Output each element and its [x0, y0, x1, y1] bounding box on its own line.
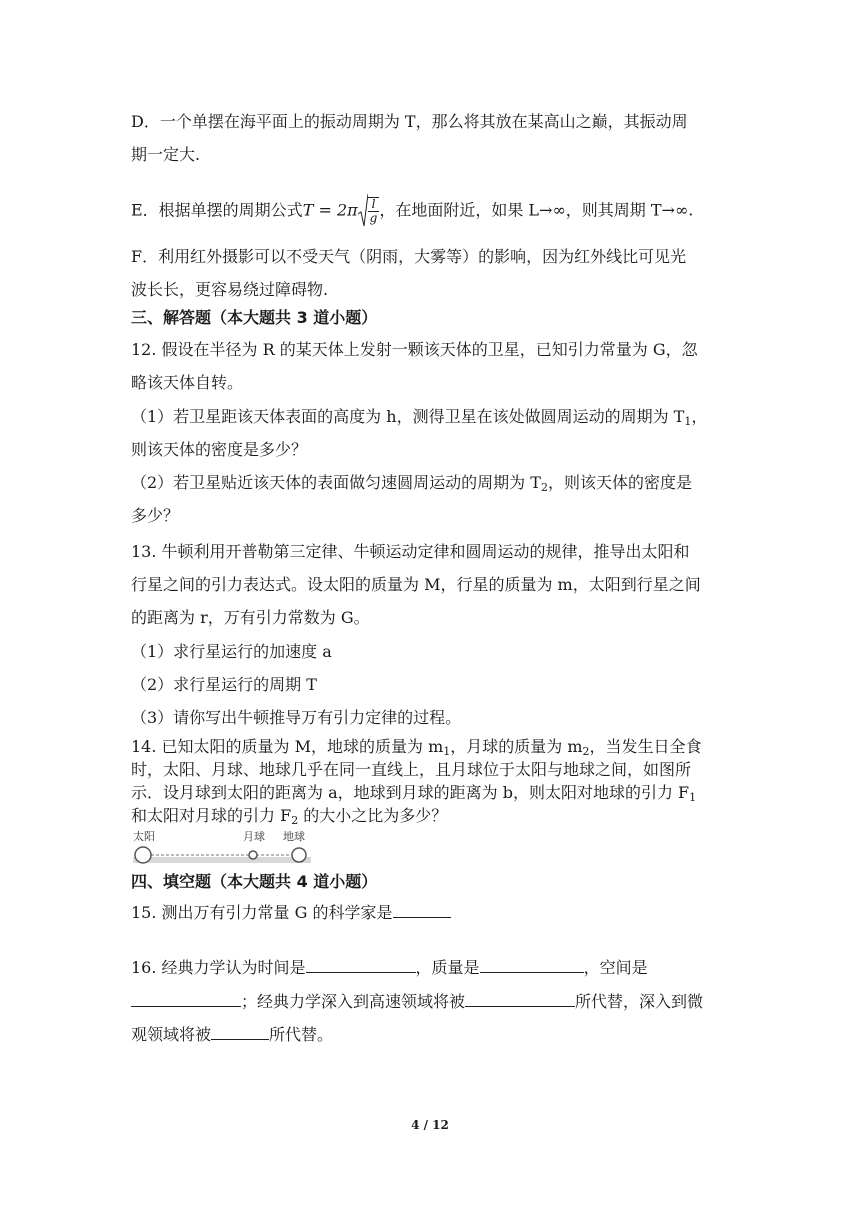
q14-line-4	[131, 806, 447, 826]
formula-numerator: l	[368, 198, 380, 212]
q16-line-1-c: ，空间是	[583, 958, 648, 977]
sun-circle	[135, 847, 151, 863]
q14-line-1-a: 14. 已知太阳的质量为 M，地球的质量为 m	[131, 737, 444, 756]
q12-line-1: 12. 假设在半径为 R 的某天体上发射一颗该天体的卫星，已知引力常量为 G，忽	[131, 340, 698, 359]
section-4-title: 四、填空题（本大题共 4 道小题）	[131, 872, 378, 891]
formula-fraction	[368, 197, 380, 225]
figure-diagram	[131, 828, 311, 864]
q15-answer-blank[interactable]	[393, 903, 451, 918]
q12-p1-text: （1）若卫星距该天体表面的高度为 h，测得卫星在该处做圆周运动的周期为 T	[131, 407, 685, 426]
q12-part-1-line-1	[131, 407, 707, 427]
option-e-prefix: E．根据单摆的周期公式	[131, 200, 303, 220]
q12-part-2-line-2: 多少？	[131, 506, 180, 525]
earth-circle	[292, 848, 306, 862]
q14-line-1	[131, 737, 702, 757]
q14-sub-m2: 2	[582, 745, 590, 758]
formula-denominator: g	[369, 211, 378, 225]
q16-line-3	[131, 1025, 333, 1045]
q16-line-1-a: 16. 经典力学认为时间是	[131, 958, 306, 977]
q12-part-2-line-1	[131, 473, 692, 493]
q16-blank-time[interactable]	[306, 958, 416, 973]
q16-line-2	[131, 992, 703, 1012]
q13-line-3: 的距离为 r，万有引力常数为 G。	[131, 608, 370, 627]
q16-line-2-a: ；经典力学深入到高速领域将被	[241, 992, 466, 1011]
q14-line-4-a: 和太阳对月球的引力 F	[131, 806, 292, 825]
q14-line-4-b: 的大小之比为多少？	[298, 806, 448, 825]
option-d-line-2: 期一定大.	[131, 145, 201, 164]
q15-line	[131, 903, 451, 923]
option-d-line-1: D．一个单摆在海平面上的振动周期为 T，那么将其放在某高山之巅，其振动周	[131, 112, 688, 131]
q16-line-3-a: 观领域将被	[131, 1025, 212, 1044]
q14-sub-f2: 2	[291, 814, 299, 827]
option-e	[131, 194, 693, 228]
option-f-line-2: 波长长，更容易绕过障碍物.	[131, 280, 329, 299]
q14-sub-f1: 1	[689, 791, 697, 804]
section-3-title: 三、解答题（本大题共 3 道小题）	[131, 308, 378, 327]
q16-blank-mass[interactable]	[480, 958, 584, 973]
q14-line-3-a: 示．设月球到太阳的距离为 a，地球到月球的距离为 b，则太阳对地球的引力 F	[131, 783, 690, 802]
q13-part-1: （1）求行星运行的加速度 a	[131, 642, 332, 661]
q12-part-1-line-2: 则该天体的密度是多少？	[131, 440, 308, 459]
q14-sub-m1: 1	[443, 745, 451, 758]
q16-line-3-b: 所代替。	[269, 1025, 334, 1044]
q16-line-1	[131, 958, 648, 978]
q16-line-2-b: 所代替，深入到微	[575, 992, 704, 1011]
sun-moon-earth-figure	[131, 828, 311, 864]
option-e-suffix: ，在地面附近，如果 L→∞，则其周期 T→∞.	[379, 200, 694, 220]
page-number: 4 / 12	[411, 1118, 449, 1132]
sqrt-sign-icon	[358, 194, 368, 228]
q14-line-3	[131, 783, 696, 803]
q16-blank-high-speed[interactable]	[465, 992, 575, 1007]
q14-line-1-c: ，当发生日全食	[589, 737, 702, 756]
q14-line-2: 时，太阳、月球、地球几乎在同一直线上，且月球位于太阳与地球之间，如图所	[131, 760, 692, 779]
pendulum-formula	[303, 194, 380, 228]
formula-lhs: T = 2π	[302, 200, 358, 220]
q14-line-1-b: ，月球的质量为 m	[450, 737, 583, 756]
figure-label-moon: 月球	[243, 830, 265, 843]
q16-blank-micro[interactable]	[211, 1025, 269, 1040]
q16-line-1-b: ，质量是	[415, 958, 480, 977]
q13-line-1: 13. 牛顿利用开普勒第三定律、牛顿运动定律和圆周运动的规律，推导出太阳和	[131, 542, 690, 561]
figure-label-sun: 太阳	[133, 830, 155, 843]
figure-label-earth: 地球	[283, 830, 305, 843]
q12-line-2: 略该天体自转。	[131, 373, 244, 392]
q12-p2-tail: ，则该天体的密度是	[547, 473, 692, 492]
q12-p1-sub: 1	[684, 415, 692, 428]
option-f-line-1: F．利用红外摄影可以不受天气（阴雨，大雾等）的影响，因为红外线比可见光	[131, 247, 687, 266]
q13-part-3: （3）请你写出牛顿推导万有引力定律的过程。	[131, 708, 462, 727]
q12-p1-comma: ，	[691, 407, 708, 426]
q15-text: 15. 测出万有引力常量 G 的科学家是	[131, 903, 393, 922]
moon-circle	[249, 851, 257, 859]
q12-p2-sub: 2	[540, 481, 548, 494]
q13-part-2: （2）求行星运行的周期 T	[131, 675, 317, 694]
q13-line-2: 行星之间的引力表达式。设太阳的质量为 M，行星的质量为 m，太阳到行星之间	[131, 575, 701, 594]
q16-blank-space[interactable]	[131, 992, 241, 1007]
q12-p2-text: （2）若卫星贴近该天体的表面做匀速圆周运动的周期为 T	[131, 473, 541, 492]
